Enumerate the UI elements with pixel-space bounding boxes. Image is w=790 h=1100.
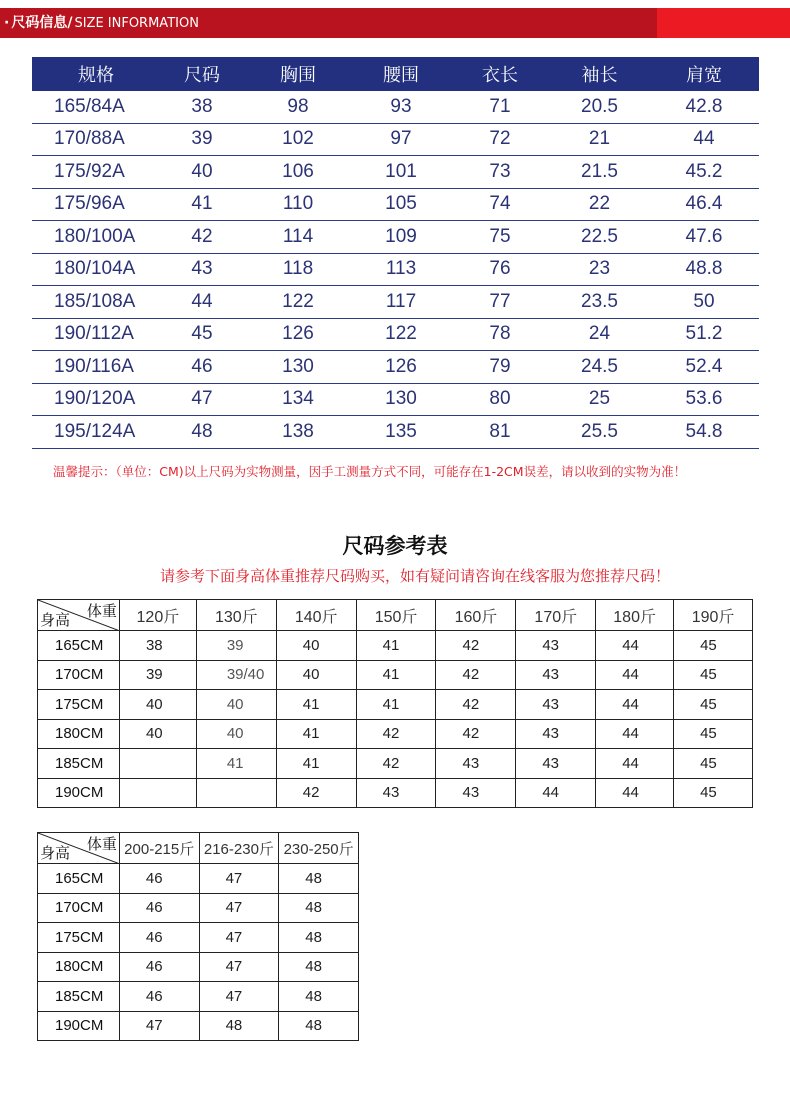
size-value-cell: 122 xyxy=(244,286,352,319)
size-value-cell: 117 xyxy=(352,286,450,319)
size-info-table xyxy=(32,57,759,449)
size-value-cell: 122 xyxy=(352,318,450,351)
size-value-cell: 52.4 xyxy=(649,351,759,384)
reference-row xyxy=(38,749,753,779)
size-table-header-row xyxy=(32,57,759,91)
reference-row xyxy=(38,690,753,720)
recommended-size-cell: 47 xyxy=(199,923,279,953)
size-spec-cell: 170/88A xyxy=(32,123,160,156)
size-value-cell: 76 xyxy=(450,253,550,286)
weight-header: 120斤 xyxy=(119,600,196,631)
height-cell: 185CM xyxy=(38,982,120,1012)
recommended-size-cell: 45 xyxy=(674,749,753,779)
size-value-cell: 41 xyxy=(160,188,244,221)
recommended-size-cell: 43 xyxy=(516,719,596,749)
size-value-cell: 78 xyxy=(450,318,550,351)
recommended-size-cell: 40 xyxy=(119,719,196,749)
recommended-size-cell: 45 xyxy=(674,631,753,661)
size-value-cell: 46.4 xyxy=(649,188,759,221)
size-value-cell: 38 xyxy=(160,91,244,123)
recommended-size-cell: 39 xyxy=(196,631,276,661)
recommended-size-cell: 46 xyxy=(119,952,199,982)
reference-row xyxy=(38,923,359,953)
size-spec-cell: 195/124A xyxy=(32,416,160,449)
weight-header: 230-250斤 xyxy=(279,833,359,864)
size-value-cell: 50 xyxy=(649,286,759,319)
recommended-size-cell: 46 xyxy=(119,893,199,923)
reference-row xyxy=(38,893,359,923)
size-table-row xyxy=(32,253,759,286)
size-value-cell: 138 xyxy=(244,416,352,449)
recommended-size-cell: 42 xyxy=(276,778,356,808)
table-corner-header xyxy=(38,600,120,631)
size-value-cell: 71 xyxy=(450,91,550,123)
corner-weight-label: 体重 xyxy=(86,836,117,853)
banner-accent-block xyxy=(657,8,790,38)
weight-header: 130斤 xyxy=(196,600,276,631)
size-value-cell: 135 xyxy=(352,416,450,449)
recommended-size-cell: 45 xyxy=(674,778,753,808)
size-value-cell: 45 xyxy=(160,318,244,351)
banner-title xyxy=(4,8,199,38)
recommended-size-cell: 43 xyxy=(436,778,516,808)
recommended-size-cell: 43 xyxy=(516,690,596,720)
recommended-size-cell: 42 xyxy=(356,749,436,779)
banner-title-cn: 尺码信息/ xyxy=(11,15,73,31)
size-value-cell: 118 xyxy=(244,253,352,286)
corner-height-label: 身高 xyxy=(40,845,71,862)
size-value-cell: 77 xyxy=(450,286,550,319)
size-value-cell: 40 xyxy=(160,156,244,189)
size-table-row xyxy=(32,351,759,384)
size-table-row xyxy=(32,221,759,254)
size-value-cell: 42 xyxy=(160,221,244,254)
size-value-cell: 93 xyxy=(352,91,450,123)
size-value-cell: 47 xyxy=(160,383,244,416)
size-value-cell: 39 xyxy=(160,123,244,156)
reference-title: 尺码参考表 xyxy=(342,534,448,558)
size-table-row xyxy=(32,156,759,189)
size-value-cell: 98 xyxy=(244,91,352,123)
recommended-size-cell: 44 xyxy=(596,749,674,779)
size-value-cell: 20.5 xyxy=(550,91,649,123)
reference-row xyxy=(38,719,753,749)
recommended-size-cell: 44 xyxy=(516,778,596,808)
column-header: 腰围 xyxy=(352,57,450,91)
recommended-size-cell: 45 xyxy=(674,719,753,749)
size-value-cell: 47.6 xyxy=(649,221,759,254)
weight-header: 190斤 xyxy=(674,600,753,631)
recommended-size-cell: 41 xyxy=(276,690,356,720)
height-cell: 190CM xyxy=(38,1011,120,1041)
weight-header: 170斤 xyxy=(516,600,596,631)
size-table-row xyxy=(32,286,759,319)
recommended-size-cell: 43 xyxy=(516,660,596,690)
size-value-cell: 134 xyxy=(244,383,352,416)
height-cell: 170CM xyxy=(38,893,120,923)
size-value-cell: 75 xyxy=(450,221,550,254)
recommended-size-cell: 47 xyxy=(199,864,279,894)
weight-header: 160斤 xyxy=(436,600,516,631)
size-value-cell: 81 xyxy=(450,416,550,449)
recommended-size-cell: 48 xyxy=(279,982,359,1012)
recommended-size-cell: 43 xyxy=(356,778,436,808)
recommended-size-cell: 46 xyxy=(119,864,199,894)
recommended-size-cell: 39 xyxy=(119,660,196,690)
size-value-cell: 114 xyxy=(244,221,352,254)
recommended-size-cell: 48 xyxy=(279,952,359,982)
size-value-cell: 102 xyxy=(244,123,352,156)
size-spec-cell: 185/108A xyxy=(32,286,160,319)
size-value-cell: 43 xyxy=(160,253,244,286)
recommended-size-cell: 44 xyxy=(596,660,674,690)
recommended-size-cell: 42 xyxy=(436,690,516,720)
size-value-cell: 130 xyxy=(352,383,450,416)
banner-bullet: · xyxy=(4,15,10,31)
size-spec-cell: 190/120A xyxy=(32,383,160,416)
reference-row xyxy=(38,982,359,1012)
reference-row xyxy=(38,1011,359,1041)
recommended-size-cell: 39/40 xyxy=(196,660,276,690)
size-value-cell: 44 xyxy=(649,123,759,156)
recommended-size-cell: 40 xyxy=(119,690,196,720)
recommended-size-cell: 44 xyxy=(596,690,674,720)
recommended-size-cell: 48 xyxy=(279,1011,359,1041)
size-value-cell: 79 xyxy=(450,351,550,384)
size-spec-cell: 190/116A xyxy=(32,351,160,384)
recommended-size-cell: 46 xyxy=(119,923,199,953)
size-spec-cell: 175/96A xyxy=(32,188,160,221)
reference-row xyxy=(38,864,359,894)
height-cell: 190CM xyxy=(38,778,120,808)
size-spec-cell: 175/92A xyxy=(32,156,160,189)
height-cell: 165CM xyxy=(38,631,120,661)
size-value-cell: 24.5 xyxy=(550,351,649,384)
recommended-size-cell: 47 xyxy=(199,982,279,1012)
recommended-size-cell xyxy=(196,778,276,808)
measurement-note: 温馨提示：（单位：CM)以上尺码为实物测量，因手工测量方式不同，可能存在1-2CM误差，请以收到的实物为准！ xyxy=(53,464,687,479)
weight-header: 140斤 xyxy=(276,600,356,631)
recommended-size-cell: 42 xyxy=(436,719,516,749)
size-value-cell: 25 xyxy=(550,383,649,416)
height-cell: 180CM xyxy=(38,719,120,749)
column-header: 胸围 xyxy=(244,57,352,91)
recommended-size-cell: 44 xyxy=(596,719,674,749)
recommended-size-cell: 41 xyxy=(356,690,436,720)
recommended-size-cell: 38 xyxy=(119,631,196,661)
recommended-size-cell: 44 xyxy=(596,631,674,661)
size-value-cell: 24 xyxy=(550,318,649,351)
size-value-cell: 46 xyxy=(160,351,244,384)
recommended-size-cell: 40 xyxy=(276,631,356,661)
size-value-cell: 105 xyxy=(352,188,450,221)
column-header: 尺码 xyxy=(160,57,244,91)
recommended-size-cell: 45 xyxy=(674,690,753,720)
size-value-cell: 22.5 xyxy=(550,221,649,254)
size-value-cell: 73 xyxy=(450,156,550,189)
weight-header: 200-215斤 xyxy=(119,833,199,864)
size-value-cell: 21 xyxy=(550,123,649,156)
height-cell: 175CM xyxy=(38,923,120,953)
height-cell: 185CM xyxy=(38,749,120,779)
recommended-size-cell xyxy=(119,778,196,808)
recommended-size-cell: 48 xyxy=(199,1011,279,1041)
size-value-cell: 54.8 xyxy=(649,416,759,449)
size-value-cell: 51.2 xyxy=(649,318,759,351)
recommended-size-cell: 48 xyxy=(279,864,359,894)
height-cell: 165CM xyxy=(38,864,120,894)
size-spec-cell: 180/100A xyxy=(32,221,160,254)
size-value-cell: 113 xyxy=(352,253,450,286)
column-header: 肩宽 xyxy=(649,57,759,91)
recommended-size-cell: 47 xyxy=(199,893,279,923)
recommended-size-cell: 43 xyxy=(516,631,596,661)
banner-title-en: SIZE INFORMATION xyxy=(74,16,199,31)
size-value-cell: 80 xyxy=(450,383,550,416)
recommended-size-cell: 41 xyxy=(276,749,356,779)
size-value-cell: 48 xyxy=(160,416,244,449)
size-value-cell: 25.5 xyxy=(550,416,649,449)
size-table-row xyxy=(32,91,759,123)
size-value-cell: 72 xyxy=(450,123,550,156)
size-table-row xyxy=(32,123,759,156)
height-weight-table-2 xyxy=(37,832,359,1041)
recommended-size-cell: 42 xyxy=(356,719,436,749)
height-cell: 180CM xyxy=(38,952,120,982)
size-value-cell: 44 xyxy=(160,286,244,319)
height-cell: 170CM xyxy=(38,660,120,690)
recommended-size-cell: 40 xyxy=(276,660,356,690)
recommended-size-cell: 43 xyxy=(516,749,596,779)
corner-weight-label: 体重 xyxy=(86,603,117,620)
recommended-size-cell: 45 xyxy=(674,660,753,690)
recommended-size-cell: 41 xyxy=(356,631,436,661)
size-table-row xyxy=(32,188,759,221)
size-value-cell: 126 xyxy=(352,351,450,384)
size-value-cell: 106 xyxy=(244,156,352,189)
recommended-size-cell: 48 xyxy=(279,923,359,953)
recommended-size-cell: 41 xyxy=(276,719,356,749)
size-value-cell: 97 xyxy=(352,123,450,156)
weight-header: 180斤 xyxy=(596,600,674,631)
size-value-cell: 22 xyxy=(550,188,649,221)
size-value-cell: 42.8 xyxy=(649,91,759,123)
weight-header-row xyxy=(38,600,753,631)
table-corner-header xyxy=(38,833,120,864)
recommended-size-cell: 41 xyxy=(356,660,436,690)
reference-row xyxy=(38,952,359,982)
size-value-cell: 23 xyxy=(550,253,649,286)
reference-row xyxy=(38,660,753,690)
reference-subtitle: 请参考下面身高体重推荐尺码购买，如有疑问请咨询在线客服为您推荐尺码！ xyxy=(159,567,670,585)
size-value-cell: 74 xyxy=(450,188,550,221)
size-value-cell: 21.5 xyxy=(550,156,649,189)
size-value-cell: 109 xyxy=(352,221,450,254)
column-header: 袖长 xyxy=(550,57,649,91)
recommended-size-cell: 40 xyxy=(196,719,276,749)
size-value-cell: 48.8 xyxy=(649,253,759,286)
size-table-row xyxy=(32,416,759,449)
size-value-cell: 23.5 xyxy=(550,286,649,319)
size-value-cell: 130 xyxy=(244,351,352,384)
height-weight-table-1 xyxy=(37,599,753,808)
recommended-size-cell xyxy=(119,749,196,779)
corner-height-label: 身高 xyxy=(40,612,71,629)
size-value-cell: 101 xyxy=(352,156,450,189)
recommended-size-cell: 42 xyxy=(436,660,516,690)
reference-row xyxy=(38,631,753,661)
recommended-size-cell: 46 xyxy=(119,982,199,1012)
section-banner xyxy=(0,8,790,38)
recommended-size-cell: 43 xyxy=(436,749,516,779)
size-value-cell: 110 xyxy=(244,188,352,221)
size-spec-cell: 165/84A xyxy=(32,91,160,123)
column-header: 规格 xyxy=(32,57,160,91)
size-value-cell: 126 xyxy=(244,318,352,351)
size-value-cell: 45.2 xyxy=(649,156,759,189)
recommended-size-cell: 47 xyxy=(119,1011,199,1041)
recommended-size-cell: 47 xyxy=(199,952,279,982)
recommended-size-cell: 48 xyxy=(279,893,359,923)
column-header: 衣长 xyxy=(450,57,550,91)
weight-header-row xyxy=(38,833,359,864)
reference-row xyxy=(38,778,753,808)
size-spec-cell: 180/104A xyxy=(32,253,160,286)
recommended-size-cell: 42 xyxy=(436,631,516,661)
recommended-size-cell: 41 xyxy=(196,749,276,779)
size-value-cell: 53.6 xyxy=(649,383,759,416)
recommended-size-cell: 40 xyxy=(196,690,276,720)
weight-header: 216-230斤 xyxy=(199,833,279,864)
height-cell: 175CM xyxy=(38,690,120,720)
size-table-row xyxy=(32,383,759,416)
recommended-size-cell: 44 xyxy=(596,778,674,808)
weight-header: 150斤 xyxy=(356,600,436,631)
size-table-row xyxy=(32,318,759,351)
size-spec-cell: 190/112A xyxy=(32,318,160,351)
